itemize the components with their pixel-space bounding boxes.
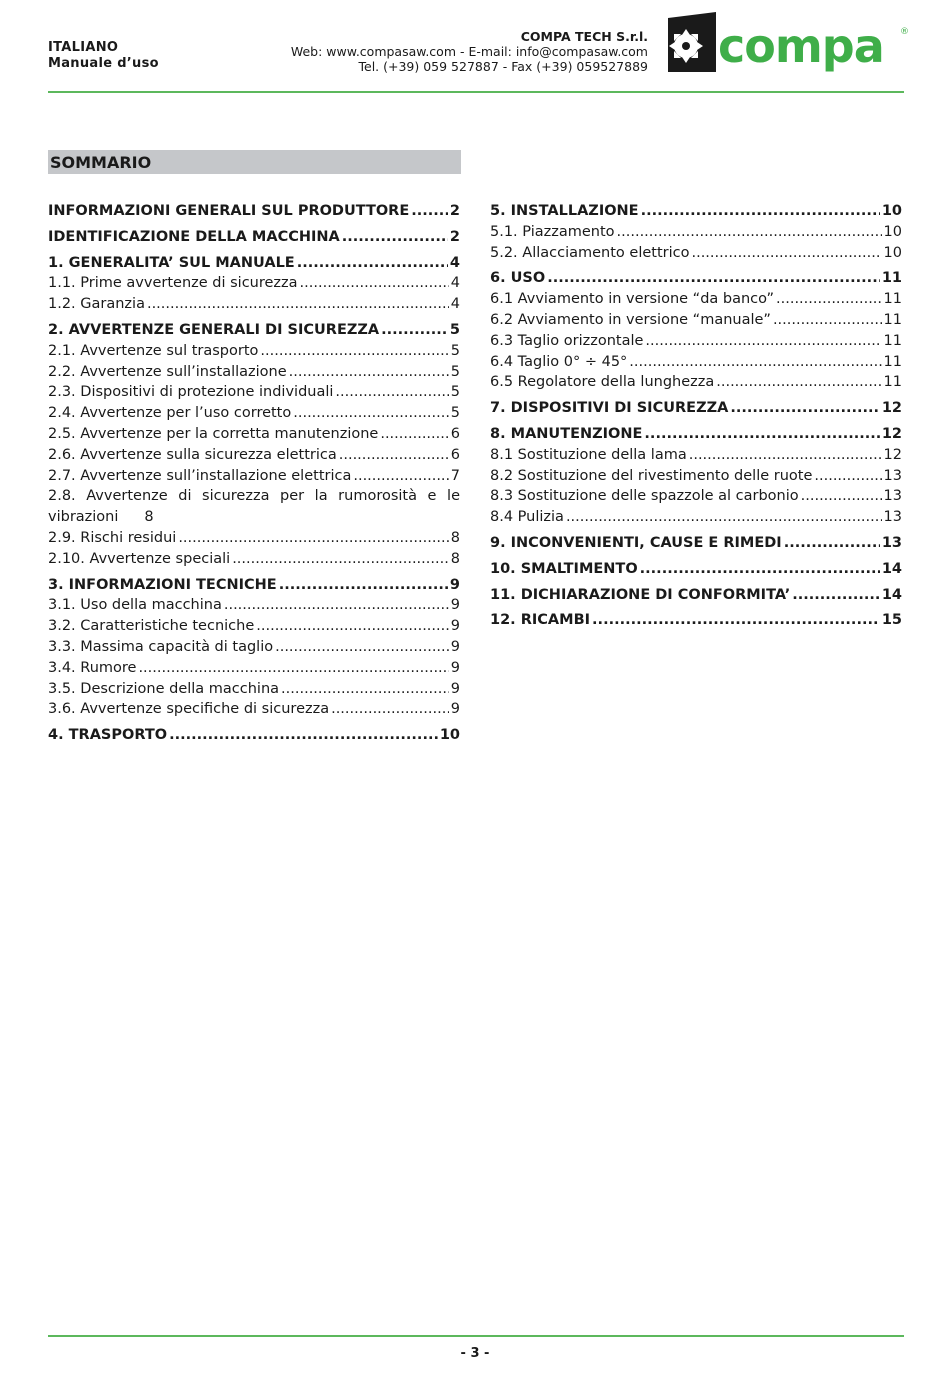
toc-dot-leader (342, 227, 448, 248)
toc-dot-leader (138, 658, 448, 679)
toc-section-entry[interactable] (48, 725, 460, 746)
toc-entry-title: 6. USO (490, 270, 546, 287)
toc-entry-page: 9 (449, 576, 460, 593)
toc-dot-leader (689, 445, 882, 466)
toc-entry-title: 7. DISPOSITIVI DI SICUREZZA (490, 400, 729, 417)
toc-entry-title: 3.6. Avvertenze specifiche di sicurezza (48, 701, 330, 718)
toc-dot-leader (178, 528, 448, 549)
toc-subsection-entry[interactable] (48, 595, 460, 616)
toc-subsection-entry[interactable] (48, 699, 460, 720)
toc-section-entry[interactable] (490, 398, 902, 419)
toc-entry-title: 3.5. Descrizione della macchina (48, 680, 280, 697)
toc-entry-page: 12 (881, 400, 902, 417)
toc-entry-title: 2.1. Avvertenze sul trasporto (48, 342, 259, 359)
toc-entry-title: 8.2 Sostituzione del rivestimento delle ruote (490, 467, 813, 484)
header-language: ITALIANO (48, 40, 119, 55)
header-divider (48, 91, 904, 93)
toc-dot-leader (353, 466, 448, 487)
toc-dot-leader (640, 559, 880, 580)
toc-entry-page: 5 (450, 342, 460, 359)
toc-subsection-entry[interactable] (48, 445, 460, 466)
toc-subsection-entry[interactable] (48, 679, 460, 700)
toc-dot-leader (147, 294, 449, 315)
toc-entry-page: 6 (450, 446, 460, 463)
toc-entry-page: 11 (881, 270, 902, 287)
toc-entry-title: 1.2. Garanzia (48, 296, 145, 313)
toc-entry-title: 3.1. Uso della macchina (48, 597, 222, 614)
toc-entry-title: 2.4. Avvertenze per l’uso corretto (48, 405, 292, 422)
toc-entry-page: 13 (883, 509, 902, 526)
toc-section-entry[interactable] (48, 227, 460, 248)
toc-entry-page: 14 (881, 560, 902, 577)
toc-dot-leader (784, 533, 880, 554)
toc-entry-title: 4. TRASPORTO (48, 727, 168, 744)
logo-registered-mark: ® (900, 27, 909, 37)
toc-subsection-entry[interactable] (48, 362, 460, 383)
toc-dot-leader (293, 403, 449, 424)
toc-subsection-entry[interactable] (490, 507, 902, 528)
toc-dot-leader (275, 637, 449, 658)
toc-dot-leader (297, 253, 448, 274)
toc-entry-title: IDENTIFICAZIONE DELLA MACCHINA (48, 228, 340, 245)
toc-entry-page: 11 (883, 374, 902, 391)
toc-section-entry[interactable] (48, 253, 460, 274)
toc-dot-leader (773, 310, 882, 331)
toc-entry-page: 5 (449, 321, 460, 338)
toc-entry-title: 2. AVVERTENZE GENERALI DI SICUREZZA (48, 321, 380, 338)
toc-dot-leader (335, 382, 448, 403)
toc-entry-title: 8. MANUTENZIONE (490, 425, 643, 442)
toc-section-entry[interactable] (490, 585, 902, 606)
toc-subsection-entry[interactable] (490, 310, 902, 331)
page-number: - 3 - (460, 1346, 490, 1361)
toc-entry-title: 5. INSTALLAZIONE (490, 203, 639, 219)
toc-subsection-entry[interactable] (48, 273, 460, 294)
toc-entry-title: 9. INCONVENIENTI, CAUSE E RIMEDI (490, 534, 782, 551)
toc-entry-page: 10 (881, 203, 902, 219)
toc-entry-page: 15 (881, 612, 902, 629)
toc-entry-title: 1. GENERALITA’ SUL MANUALE (48, 254, 295, 271)
toc-dot-leader (644, 424, 879, 445)
toc-subsection-entry[interactable] (490, 445, 902, 466)
toc-dot-leader (645, 331, 881, 352)
toc-dot-leader (380, 424, 448, 445)
toc-entry-title: 2.9. Rischi residui (48, 529, 177, 546)
toc-entry-title: 5.2. Allacciamento elettrico (490, 244, 690, 261)
toc-entry-page: 10 (439, 727, 460, 744)
toc-entry-page: 9 (450, 597, 460, 614)
toc-entry-title: 2.6. Avvertenze sulla sicurezza elettrica (48, 446, 337, 463)
toc-entry-title: 3.4. Rumore (48, 659, 137, 676)
toc-section-entry[interactable] (48, 575, 460, 596)
toc-subsection-entry[interactable] (490, 222, 902, 243)
toc-dot-leader (716, 372, 881, 393)
toc-dot-leader (281, 679, 449, 700)
toc-entry-page: 4 (449, 254, 460, 271)
toc-entry-page: 2 (449, 203, 460, 219)
toc-dot-leader (629, 352, 881, 373)
toc-dot-leader (260, 341, 448, 362)
toc-dot-leader (256, 616, 449, 637)
toc-entry-title: 2.7. Avvertenze sull’installazione elettrica (48, 467, 352, 484)
toc-entry-title: 10. SMALTIMENTO (490, 560, 638, 577)
toc-subsection-entry[interactable] (48, 549, 460, 570)
toc-entry-page: 9 (450, 659, 460, 676)
toc-subsection-entry[interactable] (48, 466, 460, 487)
toc-dot-leader (331, 699, 449, 720)
toc-entry-title: 5.1. Piazzamento (490, 223, 615, 240)
toc-entry-page: 4 (450, 275, 460, 292)
toc-entry-page: 13 (881, 534, 902, 551)
toc-dot-leader (411, 201, 448, 222)
toc-dot-leader (547, 268, 880, 289)
toc-entry-page: 11 (883, 332, 902, 349)
toc-subsection-entry[interactable] (490, 486, 902, 507)
toc-dot-leader (289, 362, 449, 383)
toc-entry-page: 14 (881, 586, 902, 603)
toc-entry-page: 10 (883, 223, 902, 240)
toc-right-column (490, 201, 902, 631)
toc-subsection-entry[interactable] (48, 424, 460, 445)
toc-section-entry[interactable] (490, 201, 902, 222)
logo-wordmark: compa (718, 19, 884, 73)
toc-entry-page: 13 (883, 467, 902, 484)
toc-entry-page: 11 (883, 311, 902, 328)
header-doc-type: Manuale d’uso (48, 56, 159, 71)
toc-subsection-entry[interactable] (490, 331, 902, 352)
toc-entry-page: 5 (450, 405, 460, 422)
toc-section-entry[interactable] (490, 610, 902, 631)
header-doc-info (48, 40, 159, 72)
toc-entry-page: 2 (449, 228, 460, 245)
toc-entry-page: 9 (450, 618, 460, 635)
toc-entry-page: 8 (450, 529, 460, 546)
toc-entry-title: 2.2. Avvertenze sull’installazione (48, 363, 287, 380)
toc-subsection-entry[interactable] (48, 382, 460, 403)
toc-entry-page: 9 (450, 638, 460, 655)
toc-entry-page: 4 (450, 296, 460, 313)
toc-section-entry[interactable] (490, 268, 902, 289)
toc-subsection-entry[interactable] (490, 352, 902, 373)
toc-entry-title: 6.4 Taglio 0° ÷ 45° (490, 353, 628, 370)
header-company-info (291, 29, 648, 74)
toc-entry-title: 3.2. Caratteristiche tecniche (48, 618, 255, 635)
toc-dot-leader (224, 595, 449, 616)
toc-entry-page: 7 (450, 467, 460, 484)
toc-dot-leader (691, 243, 881, 264)
logo-blade-icon (669, 29, 703, 63)
toc-entry-title: 3. INFORMAZIONI TECNICHE (48, 576, 277, 593)
toc-entry-page: 6 (450, 425, 460, 442)
toc-entry-title: 8.3 Sostituzione delle spazzole al carbonio (490, 488, 799, 505)
toc-entry-title: 2.10. Avvertenze speciali (48, 550, 231, 567)
toc-subsection-entry[interactable] (48, 294, 460, 315)
toc-subsection-entry[interactable] (48, 616, 460, 637)
toc-entry-title: 1.1. Prime avvertenze di sicurezza (48, 275, 298, 292)
company-phone-fax: Tel. (+39) 059 527887 - Fax (+39) 059527889 (358, 59, 648, 74)
toc-entry-title: 6.5 Regolatore della lunghezza (490, 374, 715, 391)
toc-dot-leader (232, 549, 449, 570)
toc-entry-page: 11 (883, 353, 902, 370)
toc-entry-title: 11. DICHIARAZIONE DI CONFORMITA’ (490, 586, 791, 603)
toc-dot-leader (617, 222, 882, 243)
toc-entry-page: 9 (450, 680, 460, 697)
toc-entry-title: 2.8. Avvertenze di sicurezza per la rumorosità e le vibrazioni (48, 488, 460, 526)
toc-entry-title: 6.3 Taglio orizzontale (490, 332, 644, 349)
toc-entry-title: 2.5. Avvertenze per la corretta manutenzione (48, 425, 379, 442)
company-name: COMPA TECH S.r.l. (520, 29, 648, 44)
compa-logo (668, 12, 914, 76)
toc-dot-leader (381, 320, 448, 341)
toc-dot-leader (641, 201, 880, 222)
toc-dot-leader (730, 398, 879, 419)
toc-left-column (48, 201, 460, 746)
toc-subsection-entry[interactable] (48, 637, 460, 658)
toc-title: SOMMARIO (48, 150, 461, 174)
toc-section-entry[interactable] (490, 533, 902, 554)
toc-entry-title: 6.1 Avviamento in versione “da banco” (490, 291, 775, 308)
toc-section-entry[interactable] (490, 559, 902, 580)
toc-section-entry[interactable] (490, 424, 902, 445)
toc-entry-page: 5 (450, 363, 460, 380)
toc-subsection-entry[interactable] (490, 466, 902, 487)
toc-entry-title: INFORMAZIONI GENERALI SUL PRODUTTORE (48, 203, 410, 219)
toc-subsection-entry[interactable] (48, 486, 460, 528)
toc-subsection-entry[interactable] (48, 403, 460, 424)
toc-entry-title: 6.2 Avviamento in versione “manuale” (490, 311, 771, 328)
toc-dot-leader (169, 725, 438, 746)
toc-dot-leader (339, 445, 449, 466)
toc-section-entry[interactable] (48, 201, 460, 222)
toc-entry-title: 12. RICAMBI (490, 612, 591, 629)
toc-subsection-entry[interactable] (48, 528, 460, 549)
toc-section-entry[interactable] (48, 320, 460, 341)
toc-subsection-entry[interactable] (490, 372, 902, 393)
toc-dot-leader (792, 585, 880, 606)
toc-subsection-entry[interactable] (490, 289, 902, 310)
toc-dot-leader (814, 466, 881, 487)
toc-subsection-entry[interactable] (48, 658, 460, 679)
company-web-email: Web: www.compasaw.com - E-mail: info@compasaw.com (290, 44, 648, 59)
toc-dot-leader (566, 507, 882, 528)
toc-entry-page: 12 (881, 425, 902, 442)
toc-subsection-entry[interactable] (48, 341, 460, 362)
toc-entry-page: 13 (883, 488, 902, 505)
toc-entry-title: 8.4 Pulizia (490, 509, 564, 526)
toc-entry-title: 3.3. Massima capacità di taglio (48, 638, 274, 655)
toc-entry-page: 9 (450, 701, 460, 718)
toc-entry-page: 11 (883, 291, 902, 308)
toc-dot-leader (300, 273, 449, 294)
toc-dot-leader (801, 486, 882, 507)
toc-dot-leader (279, 575, 448, 596)
toc-subsection-entry[interactable] (490, 243, 902, 264)
toc-entry-page: 8 (144, 509, 154, 526)
toc-entry-page: 5 (450, 384, 460, 401)
toc-dot-leader (776, 289, 882, 310)
toc-dot-leader (592, 610, 880, 631)
toc-entry-page: 12 (883, 446, 902, 463)
toc-entry-page: 10 (883, 244, 902, 261)
toc-entry-title: 2.3. Dispositivi di protezione individuali (48, 384, 334, 401)
footer-divider (48, 1335, 904, 1337)
toc-entry-title: 8.1 Sostituzione della lama (490, 446, 687, 463)
toc-entry-page: 8 (450, 550, 460, 567)
